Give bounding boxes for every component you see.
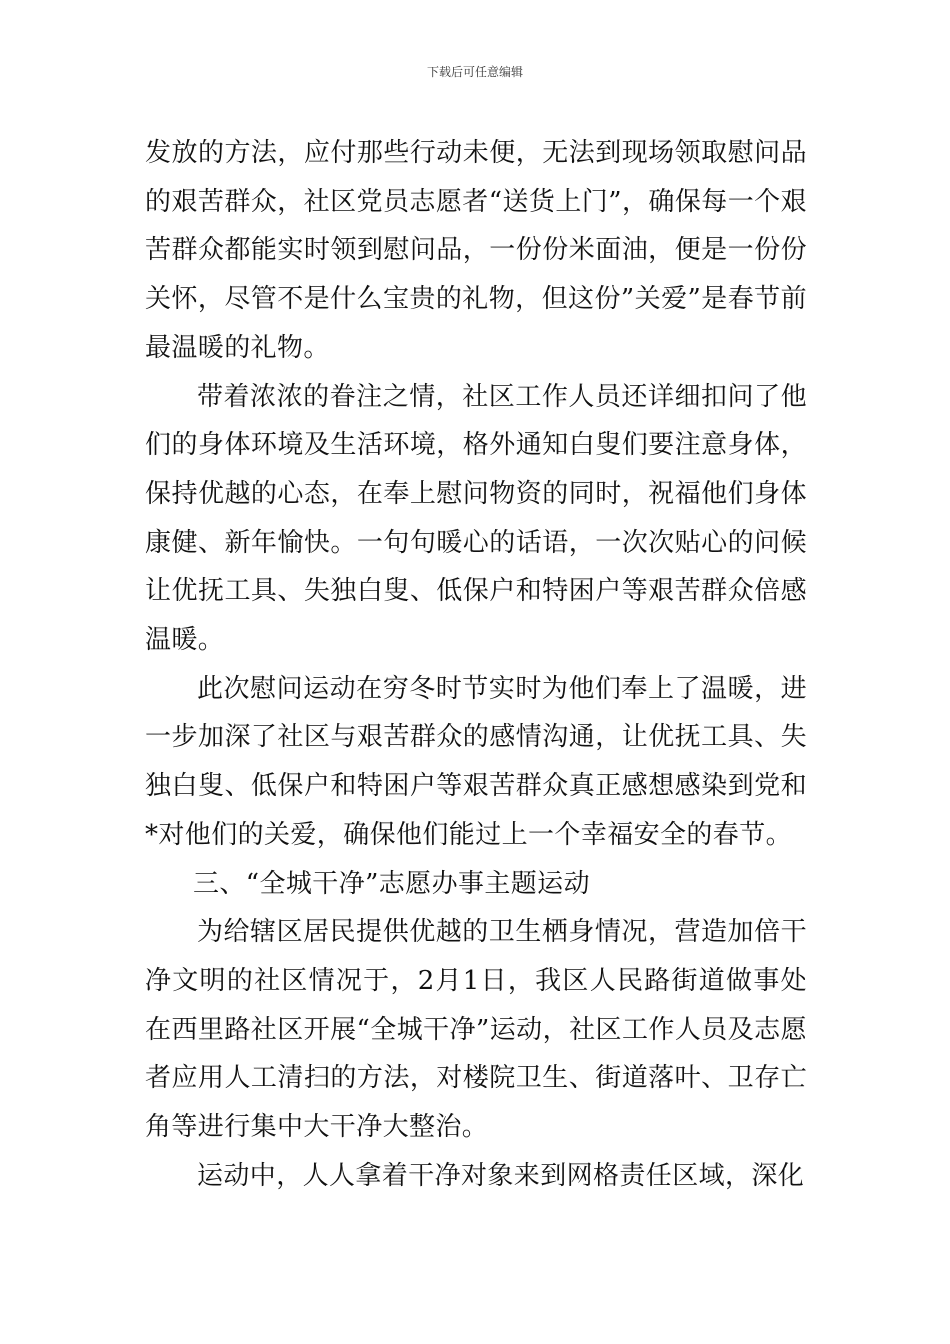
paragraph-clean-city-intro: 为给辖区居民提供优越的卫生栖身情况，营造加倍干净文明的社区情况于，2月1日，我区人民路街道做事处在西里路社区开展“全城干净”运动，社区工作人员及志愿者应用人工清扫的方法，对楼院卫生、街道落叶、卫存亡角等进行集中大干净大整治。 <box>145 917 807 1143</box>
document-body <box>145 129 807 1200</box>
paragraph-activity-summary: 此次慰问运动在穷冬时节实时为他们奉上了温暖，进一步加深了社区与艰苦群众的感情沟通，让优抚工具、失独白叟、低保户和特困户等艰苦群众真正感想感染到党和*对他们的关爱，确保他们能过上一个幸福安全的春节。 <box>145 673 807 850</box>
paragraph-care-visit: 带着浓浓的眷注之情，社区工作人员还详细扣问了他们的身体环境及生活环境，格外通知白叟们要注意身体，保持优越的心态，在奉上慰问物资的同时，祝福他们身体康健、新年愉快。一句句暖心的话语，一次次贴心的问候让优抚工具、失独白叟、低保户和特困户等艰苦群众倍感温暖。 <box>145 381 807 656</box>
section-heading-clean-city: 三、“全城干净”志愿办事主题运动 <box>193 868 590 899</box>
page-header-note: 下载后可任意编辑 <box>426 65 523 79</box>
paragraph-clean-city-activity: 运动中，人人拿着干净对象来到网格责任区域，深化 <box>197 1160 805 1191</box>
paragraph-continued: 发放的方法，应付那些行动未便，无法到现场领取慰问品的艰苦群众，社区党员志愿者“送货上门”，确保每一个艰苦群众都能实时领到慰问品，一份份米面油，便是一份份关怀，尽管不是什么宝贵的礼物，但这份”关爱”是春节前最温暖的礼物。 <box>145 138 807 363</box>
